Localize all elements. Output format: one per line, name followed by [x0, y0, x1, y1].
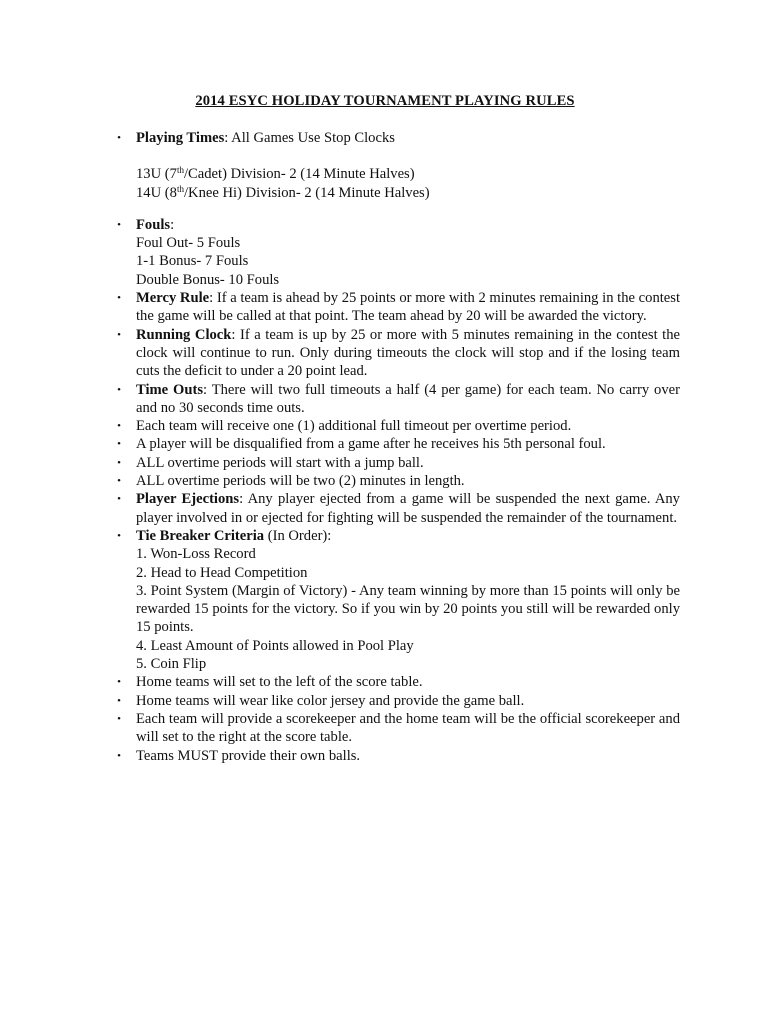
fouls-line: Double Bonus- 10 Fouls [136, 271, 280, 288]
rule-text: ALL overtime periods will be two (2) minutes in length. [136, 473, 465, 490]
bullet-icon: • [117, 456, 121, 469]
rule-overtime-length [112, 472, 680, 490]
fouls-line: 1-1 Bonus- 7 Fouls [136, 253, 249, 270]
bullet-icon: • [117, 132, 121, 144]
rule-team-balls [112, 747, 680, 765]
rule-label: Mercy Rule [136, 290, 210, 307]
bullet-icon: • [117, 712, 121, 725]
division-14u-post: /Knee Hi) Division- 2 (14 Minute Halves) [183, 184, 430, 201]
bullet-icon: • [117, 292, 121, 305]
rule-text: A player will be disqualified from a game after he receives his 5th personal foul. [136, 436, 606, 453]
division-13u-sup: th [176, 165, 184, 176]
rule-disqualification [112, 435, 680, 453]
division-14u-sup: th [176, 183, 184, 194]
bullet-icon: • [117, 420, 121, 433]
rule-text: : [170, 216, 175, 233]
division-14u-pre: 14U (8 [136, 184, 177, 201]
rule-text: : If a team is up by 25 or more with 5 minutes remaining in the contest the clock will continue to run. Only during timeouts the clock will stop and if the losing team cuts the deficit to under a 20 point lead. [136, 326, 680, 380]
rule-overtime-timeout [112, 417, 680, 435]
rule-text: : If a team is ahead by 25 points or more with 2 minutes remaining in the contest the game will be called at that point. The team ahead by 20 will be awarded the victory. [136, 290, 681, 325]
document-title: 2014 ESYC HOLIDAY TOURNAMENT PLAYING RULES [195, 93, 575, 109]
bullet-icon: • [117, 218, 121, 231]
rule-text: : Any player ejected from a game will be suspended the next game. Any player involved in or ejected for fighting will be suspended the remainder of the tournament. [136, 491, 680, 526]
rule-text: Teams MUST provide their own balls. [136, 747, 361, 764]
rule-label: Running Clock [136, 326, 232, 343]
fouls-line: Foul Out- 5 Fouls [136, 235, 241, 252]
rule-label: Fouls [136, 216, 171, 233]
rule-mercy [112, 289, 680, 326]
division-13u-post: /Cadet) Division- 2 (14 Minute Halves) [183, 166, 415, 183]
rules-list [112, 129, 680, 765]
bullet-icon: • [117, 438, 121, 451]
rule-label: Time Outs [136, 381, 204, 398]
tie-breaker-step: 3. Point System (Margin of Victory) - Any team winning by more than 15 points will only be rewarded 15 points for the victory. So if you win by 20 points you still will be rewarded only 15 points. [136, 582, 680, 636]
bullet-icon: • [117, 493, 121, 506]
rule-scorekeeper [112, 710, 680, 747]
rule-text: Home teams will wear like color jersey and provide the game ball. [136, 692, 525, 709]
rule-running-clock [112, 326, 680, 381]
rule-home-team-seating [112, 673, 680, 691]
rule-text: ALL overtime periods will start with a jump ball. [136, 454, 424, 471]
tie-breaker-step: 2. Head to Head Competition [136, 564, 308, 581]
rule-home-team-jersey [112, 692, 680, 710]
rule-label: Tie Breaker Criteria [136, 527, 265, 544]
bullet-icon: • [117, 529, 121, 542]
division-14u [136, 184, 680, 202]
rule-playing-times [112, 129, 680, 202]
rule-tie-breaker [112, 527, 680, 673]
division-13u-pre: 13U (7 [136, 166, 177, 183]
rule-text: Each team will receive one (1) additional full timeout per overtime period. [136, 418, 572, 435]
rule-label: Playing Times [136, 130, 225, 146]
rule-label: Player Ejections [136, 491, 240, 508]
rule-text: : There will two full timeouts a half (4 per game) for each team. No carry over and no 30 seconds time outs. [136, 381, 680, 416]
bullet-icon: • [117, 749, 121, 762]
rule-player-ejections [112, 490, 680, 527]
rule-text: (In Order): [264, 527, 332, 544]
bullet-icon: • [117, 475, 121, 488]
bullet-icon: • [117, 328, 121, 341]
bullet-icon: • [117, 676, 121, 689]
bullet-icon: • [117, 383, 121, 396]
rule-fouls [112, 216, 680, 289]
rule-text: : All Games Use Stop Clocks [224, 130, 395, 146]
rule-time-outs [112, 381, 680, 418]
tie-breaker-step: 1. Won-Loss Record [136, 546, 256, 563]
tie-breaker-step: 5. Coin Flip [136, 656, 207, 673]
rule-overtime-jump-ball [112, 454, 680, 472]
bullet-icon: • [117, 694, 121, 707]
rule-text: Home teams will set to the left of the score table. [136, 674, 423, 691]
rule-text: Each team will provide a scorekeeper and the home team will be the official scorekeeper and will set to the right at the score table. [136, 710, 680, 746]
division-13u [136, 165, 680, 183]
tie-breaker-step: 4. Least Amount of Points allowed in Pool Play [136, 637, 414, 654]
